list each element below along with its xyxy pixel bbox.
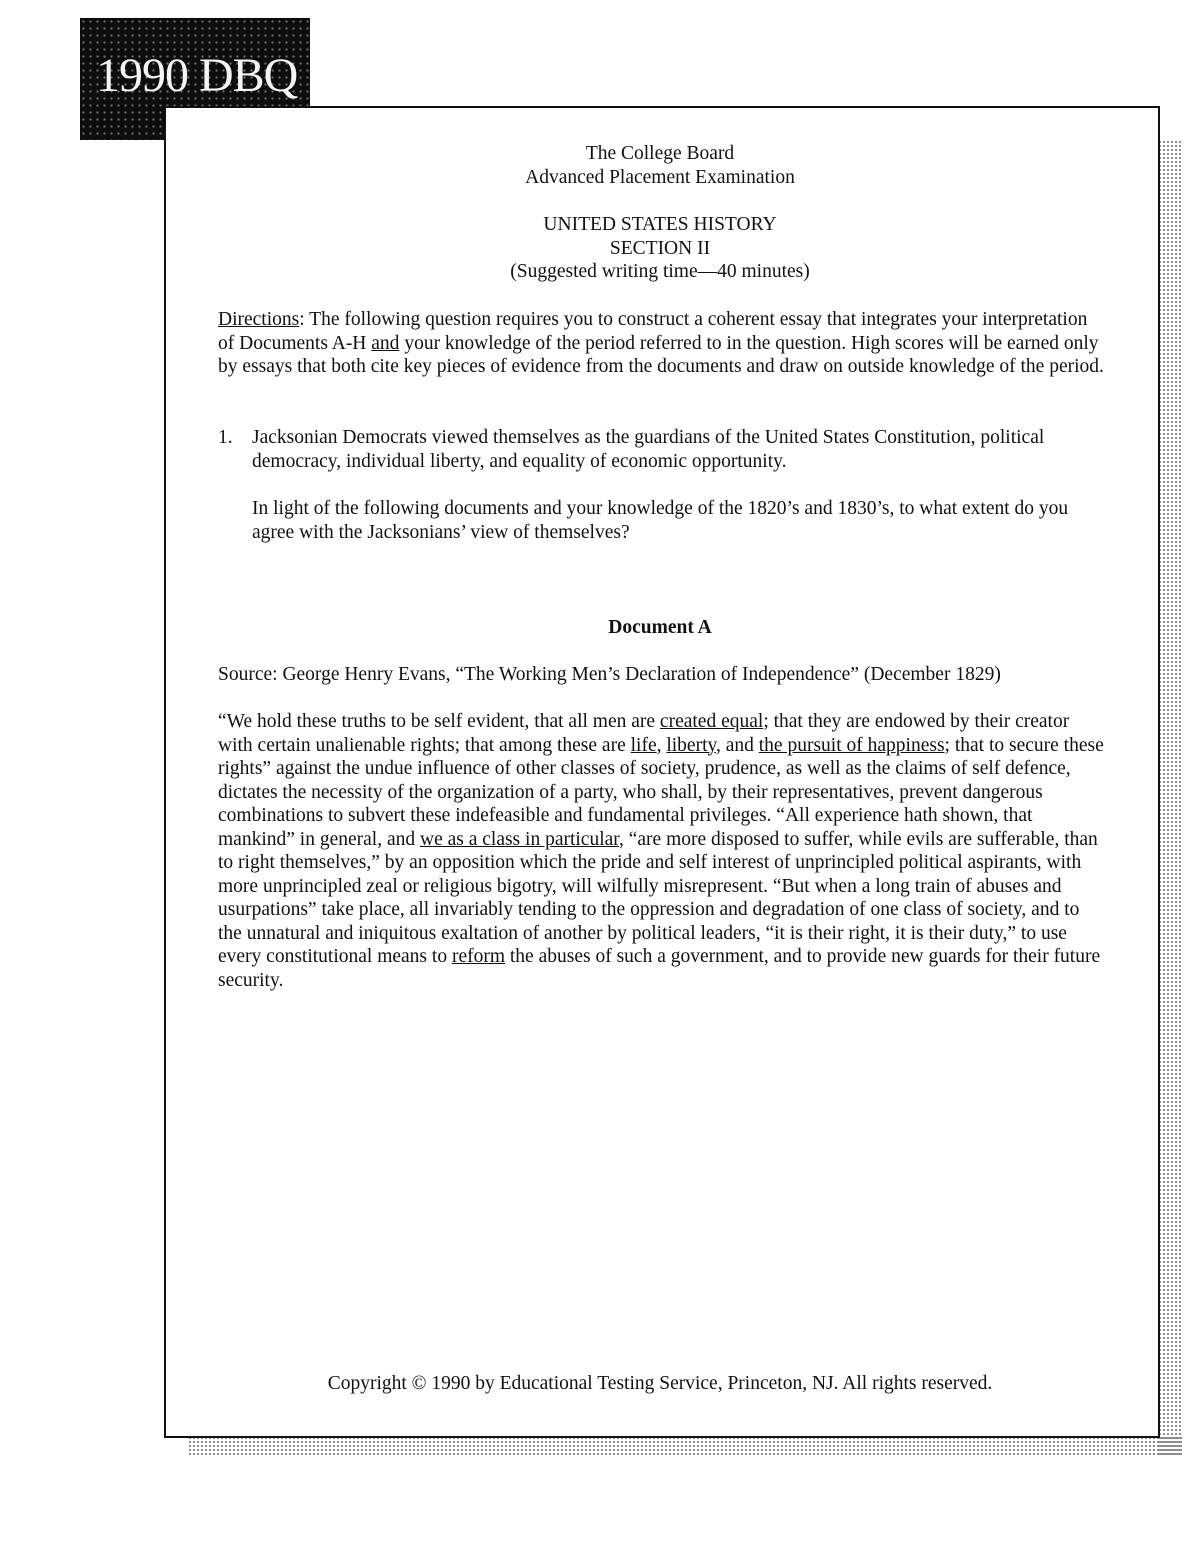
quote-underline-class: we as a class in particular <box>419 828 619 850</box>
quote-underline-life: life <box>630 734 657 756</box>
quote-part-7: the abuses of such a government, and to provide new guards for their future security. <box>218 946 1101 991</box>
question-number: 1. <box>218 427 233 448</box>
quote-underline-reform: reform <box>451 946 506 967</box>
subject-title: UNITED STATES HISTORY <box>543 214 777 235</box>
quote-part-5: ; that to secure these rights” against the undue influence of other classes of society, prudence, as well as the claims of self defence, dictates the necessity of the organization of a party, who shall, by their representatives, prevent dangerous combinations to subvert these indefeasible and fundamental privileges. “All experience hath shown, that mankind” in general, and <box>218 734 1104 850</box>
directions-text-b: your knowledge of the period referred to in the question. High scores will be earned only by essays that both cite key pieces of evidence from the documents and draw on outside knowledge of the period. <box>218 332 1104 377</box>
quote-underline-pursuit: the pursuit of happiness <box>758 734 945 756</box>
exam-name: Advanced Placement Examination <box>525 166 795 188</box>
quote-part-2: ; that they are endowed by their creator with certain unalienable rights; that among these are <box>218 711 1070 756</box>
document-a-title: Document A <box>608 617 712 638</box>
directions-and: and <box>371 332 400 354</box>
quote-underline-liberty: liberty <box>666 734 716 756</box>
org-name: The College Board <box>585 143 735 164</box>
directions <box>218 308 1104 379</box>
quote-underline-created-equal: created equal <box>659 711 764 732</box>
page-shadow-bottom <box>188 1436 1182 1456</box>
quote-part-4: , and <box>715 734 759 756</box>
quote-part-3: , <box>656 734 667 756</box>
document-a-source: Source: George Henry Evans, “The Working Men’s Declaration of Independence” (December 1829) <box>218 664 1001 685</box>
writing-time: (Suggested writing time—40 minutes) <box>510 261 810 282</box>
quote-part-1: “We hold these truths to be self evident, that all men are <box>218 711 660 732</box>
directions-text-a: : The following question requires you to construct a coherent essay that integrates your interpretation of Documents A-H <box>218 309 1088 354</box>
copyright-notice: Copyright © 1990 by Educational Testing Service, Princeton, NJ. All rights reserved. <box>327 1373 993 1394</box>
question-prompt: Jacksonian Democrats viewed themselves as the guardians of the United States Constitution, political democracy, individual liberty, and equality of economic opportunity. <box>252 427 1045 472</box>
directions-label: Directions <box>218 309 300 330</box>
document-a-quote <box>218 710 1104 992</box>
section-title: SECTION II <box>609 237 711 259</box>
question-task: In light of the following documents and your knowledge of the 1820’s and 1830’s, to what extent do you agree with the Jacksonians’ view of themselves? <box>252 498 1069 543</box>
page-shadow-right <box>1158 140 1182 1456</box>
section-header <box>164 213 1156 284</box>
exam-header <box>164 142 1156 189</box>
quote-part-6: , “are more disposed to suffer, while evils are sufferable, than to right themselves,” by an opposition which the pride and self interest of unprincipled political aspirants, with more unprincipled zeal or religious bigotry, will wilfully misrepresent. “But when a long train of abuses and usurpations” take place, all invariably tending to the oppression and degradation of one class of society, and to the unnatural and iniquitous exaltation of another by political leaders, “it is their right, it is their duty,” to use every constitutional means to <box>218 828 1098 967</box>
badge-label: 1990 DBQ <box>96 49 298 102</box>
